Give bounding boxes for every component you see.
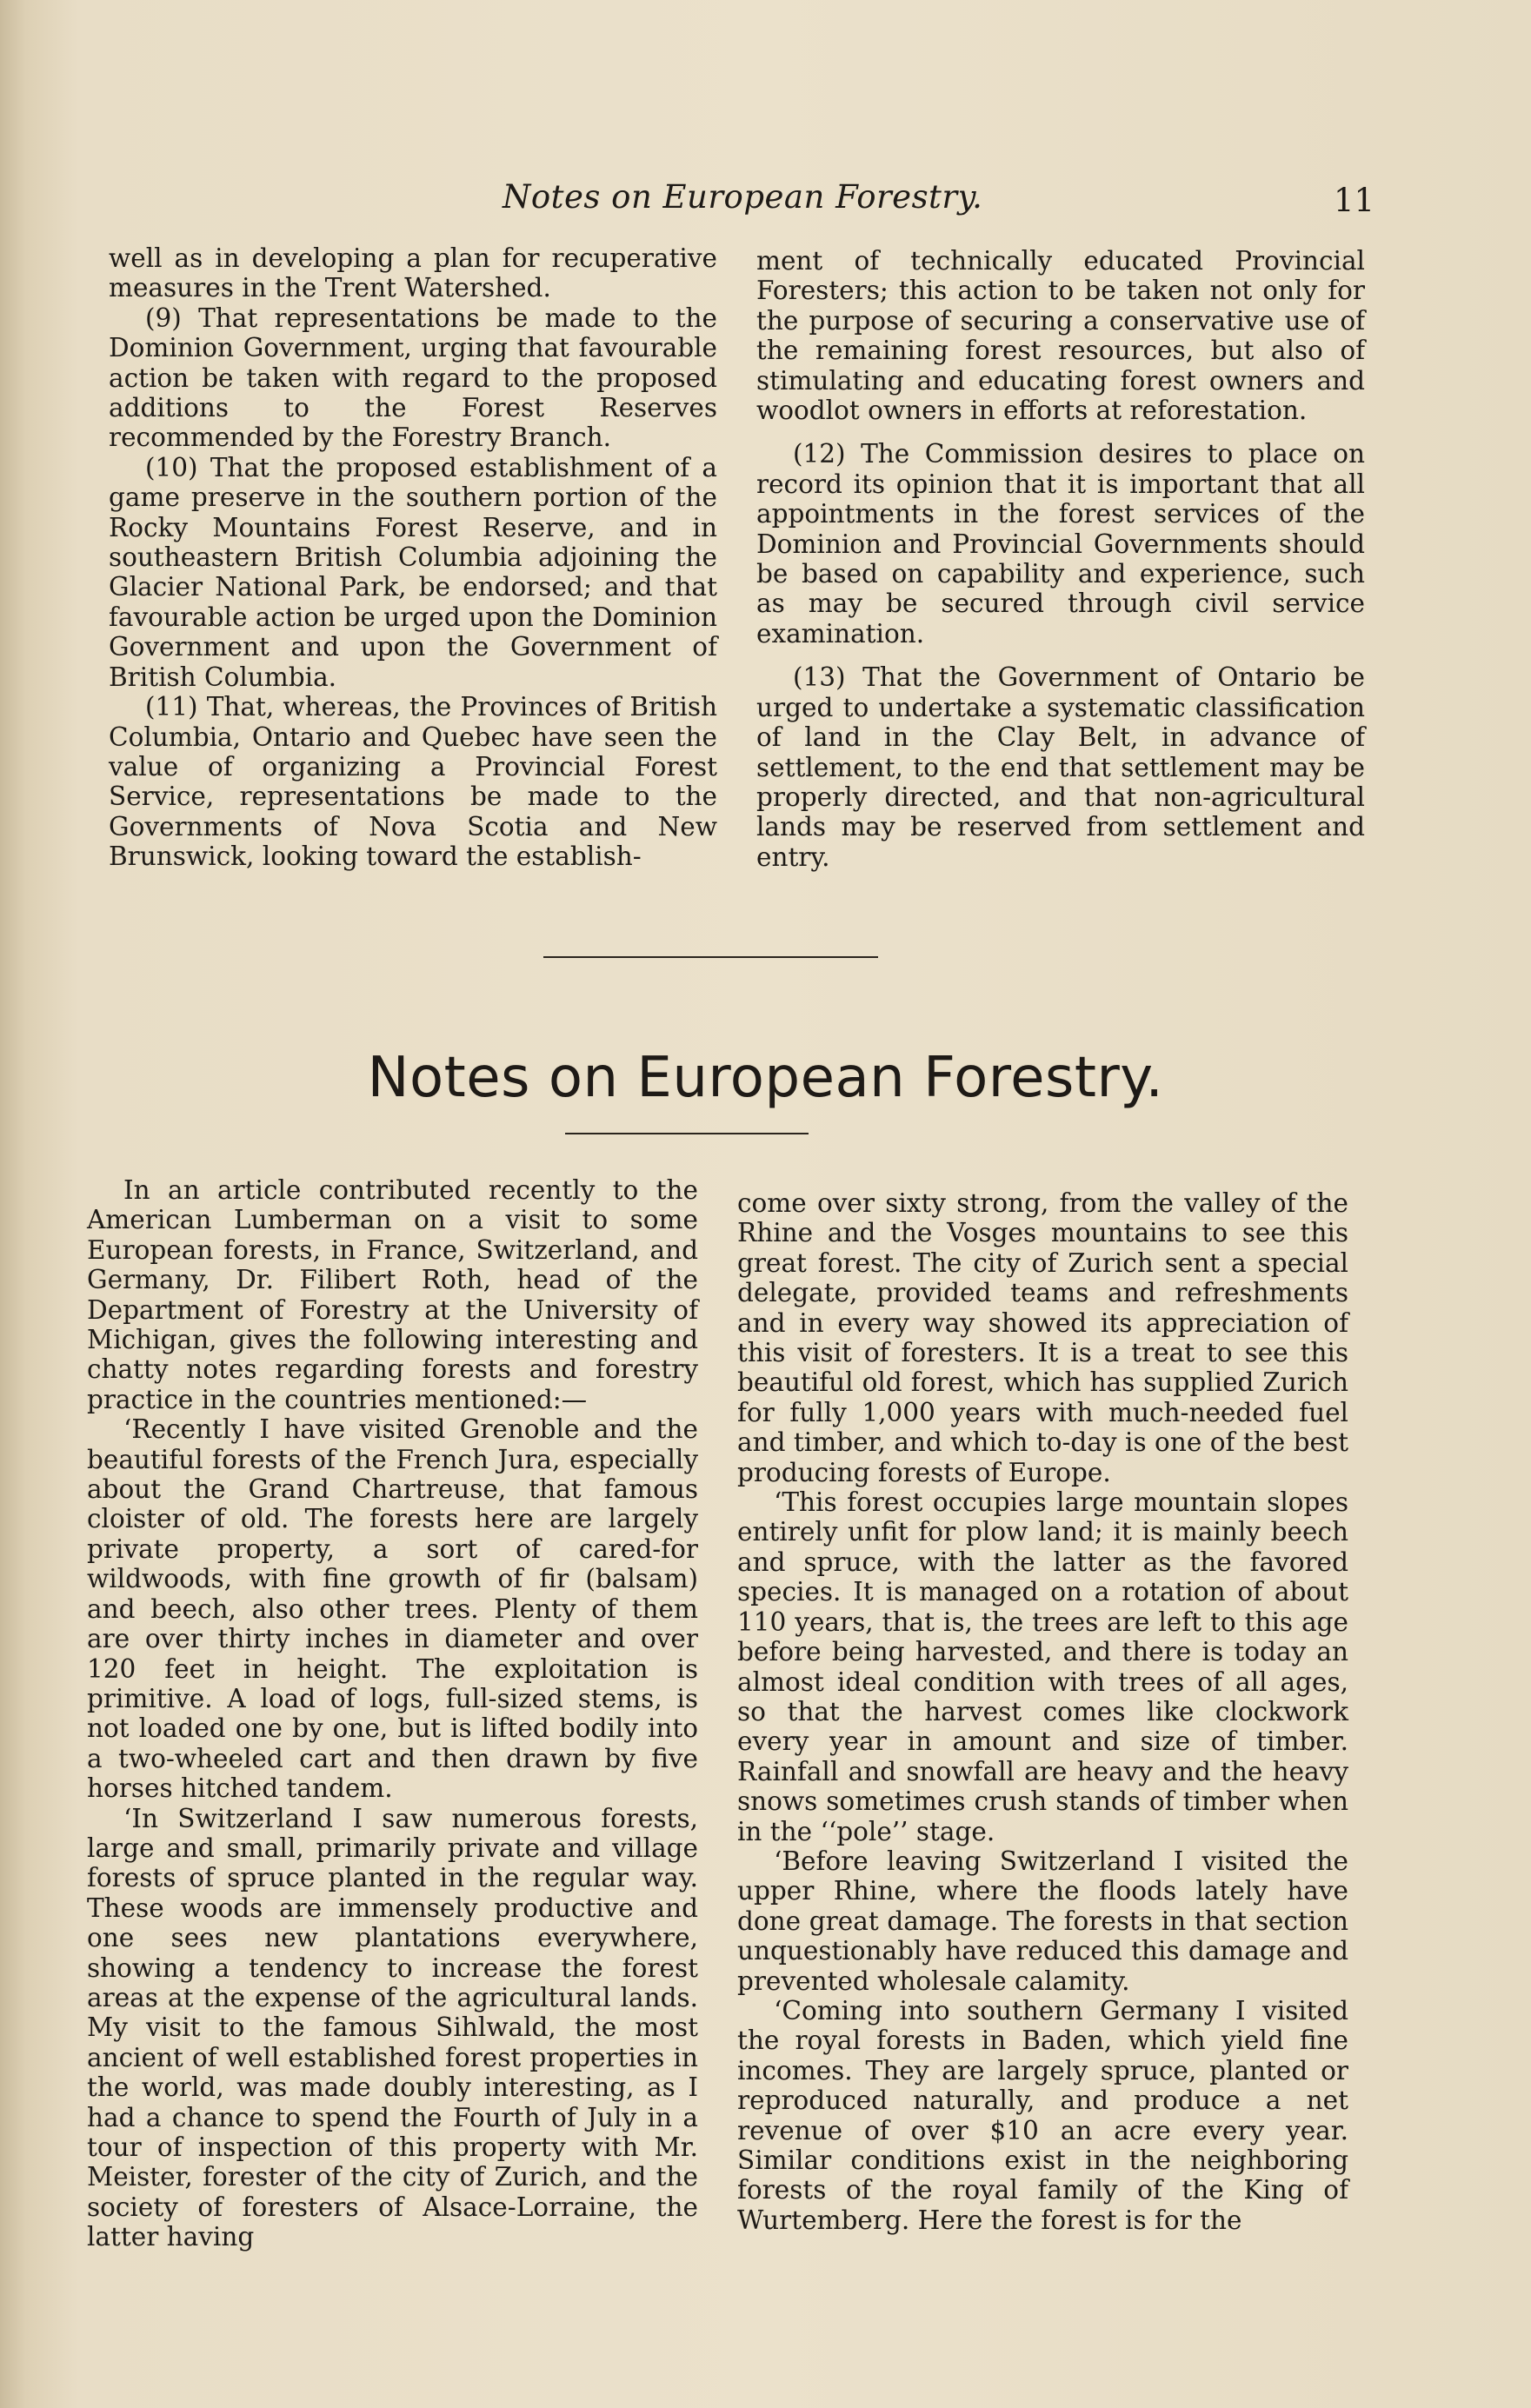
paragraph-recuperative: well as in developing a plan for recuperative measures in the Trent Watershed. bbox=[109, 243, 717, 303]
page-number: 11 bbox=[1334, 182, 1375, 219]
article-paragraph-zurich: come over sixty strong, from the valley of the Rhine and the Vosges mountains to see this great forest. The city of Zurich sent a special delegate, provided teams and refreshments and in every way showed its appreciation of this visit of foresters. It is a treat to see this beautiful old forest, which has supplied Zurich for fully 1,000 years with much-needed fuel and timber, and which to-day is one of the best producing forests of Europe. bbox=[737, 1188, 1348, 1487]
article-title: Notes on European Forestry. bbox=[367, 1045, 1164, 1110]
article-paragraph-france: ‘Recently I have visited Grenoble and the beautiful forests of the French Jura, especially about the Grand Chartreuse, that famous cloister of old. The forests here are largely private property, a sort of cared-for wildwoods, with fine growth of fir (balsam) and beech, also other trees. Plenty of them are over thirty inches in diameter and over 120 feet in height. The exploitation is primitive. A load of logs, full-sized stems, is not loaded one by one, but is lifted bodily into a two-wheeled cart and then drawn by five horses hitched tandem. bbox=[87, 1414, 698, 1804]
article-paragraph-switzerland: ‘In Switzerland I saw numerous forests, large and small, primarily private and village forests of spruce planted in the regular way. These woods are immensely productive and one sees new plantations everywhere, showing a tendency to increase the forest areas at the expense of the agricultural lands. My visit to the famous Sihlwald, the most ancient of well established forest properties in the world, was made doubly interesting, as I had a chance to spend the Fourth of July in a tour of inspection of this property with Mr. Meister, forester of the city of Zurich, and the society of foresters of Alsace-Lorraine, the latter having bbox=[87, 1803, 698, 2252]
resolution-11: (11) That, whereas, the Provinces of British Columbia, Ontario and Quebec have seen the value of organizing a Provincial Forest Service, representations be made to the Governments of Nova Scotia and New Brunswick, looking toward the establish- bbox=[109, 692, 717, 872]
article-right-column bbox=[737, 1188, 1348, 2235]
resolution-12: (12) The Commission desires to place on record its opinion that it is important that all appointments in the forest services of the Dominion and Provincial Governments should be based on capability and experience, such as may be secured through civil service examination. bbox=[756, 439, 1365, 649]
section-divider bbox=[543, 956, 878, 958]
title-underline bbox=[565, 1133, 809, 1134]
article-paragraph-sihlwald: ‘This forest occupies large mountain slopes entirely unfit for plow land; it is mainly beech and spruce, with the latter as the favored species. It is managed on a rotation of about 110 years, that is, the trees are left to this age before being harvested, and there is today an almost ideal condition with trees of all ages, so that the harvest comes like clockwork every year in amount and size of timber. Rainfall and snowfall are heavy and the heavy snows sometimes crush stands of timber when in the ‘‘pole’’ stage. bbox=[737, 1487, 1348, 1846]
resolution-9: (9) That representations be made to the Dominion Government, urging that favourable action be taken with regard to the proposed additions to the Forest Reserves recommended by the Forestry Branch. bbox=[109, 303, 717, 453]
article-paragraph-baden: ‘Coming into southern Germany I visited the royal forests in Baden, which yield fine incomes. They are largely spruce, planted or reproduced naturally, and produce a net revenue of over $10 an acre every year. Similar conditions exist in the neighboring forests of the royal family of the King of Wurtemberg. Here the forest is for the bbox=[737, 1995, 1348, 2235]
resolution-10: (10) That the proposed establishment of a game preserve in the southern portion of the Rocky Mountains Forest Reserve, and in southeastern British Columbia adjoining the Glacier National Park, be endorsed; and that favourable action be urged upon the Dominion Government and upon the Government of British Columbia. bbox=[109, 452, 717, 692]
article-left-column bbox=[87, 1175, 698, 2252]
top-right-column bbox=[756, 246, 1365, 872]
top-left-column bbox=[109, 243, 717, 872]
page-header bbox=[0, 178, 1531, 222]
article-intro-paragraph: In an article contributed recently to the American Lumberman on a visit to some European forests, in France, Switzerland, and Germany, Dr. Filibert Roth, head of the Department of Forestry at the University of Michigan, gives the following interesting and chatty notes regarding forests and forestry practice in the countries mentioned:— bbox=[87, 1175, 698, 1414]
running-title: Notes on European Forestry. bbox=[503, 178, 983, 216]
resolution-11-continued: ment of technically educated Provincial Foresters; this action to be taken not only for the purpose of securing a conservative use of the remaining forest resources, but also of stimulating and educating forest owners and woodlot owners in efforts at reforestation. bbox=[756, 246, 1365, 426]
article-paragraph-upper-rhine: ‘Before leaving Switzerland I visited the upper Rhine, where the floods lately have done great damage. The forests in that section unquestionably have reduced this damage and prevented wholesale calamity. bbox=[737, 1846, 1348, 1996]
resolution-13: (13) That the Government of Ontario be urged to undertake a systematic classification of land in the Clay Belt, in advance of settlement, to the end that settlement may be properly directed, and that non-agricultural lands may be reserved from settlement and entry. bbox=[756, 662, 1365, 872]
